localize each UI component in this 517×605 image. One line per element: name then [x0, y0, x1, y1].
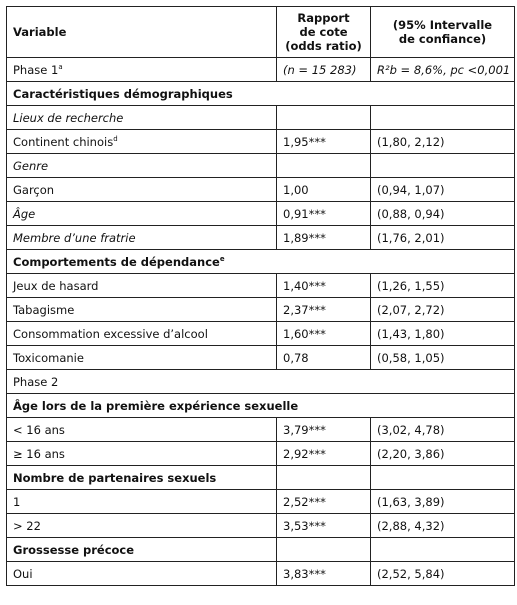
age-odds-ratio: 0,91*** [277, 202, 371, 226]
ge16-odds-ratio: 2,92*** [277, 442, 371, 466]
alcool-label: Consommation excessive d’alcool [7, 322, 277, 346]
table-row-grossesse [7, 538, 515, 562]
header-confidence-interval [371, 7, 515, 58]
empty-cell [371, 538, 515, 562]
fratrie-label: Membre d’une fratrie [7, 226, 277, 250]
table-row-partenaires [7, 466, 515, 490]
tabac-ci: (2,07, 2,72) [371, 298, 515, 322]
p22-label: > 22 [7, 514, 277, 538]
section-phase2: Phase 2 [7, 370, 515, 394]
table-row-age [7, 202, 515, 226]
table-row-jeux [7, 274, 515, 298]
garcon-label: Garçon [7, 178, 277, 202]
oui-odds-ratio: 3,83*** [277, 562, 371, 586]
p22-ci: (2,88, 4,32) [371, 514, 515, 538]
table-row-fratrie [7, 226, 515, 250]
continent-ci: (1,80, 2,12) [371, 130, 515, 154]
toxico-ci: (0,58, 1,05) [371, 346, 515, 370]
comportements-label: Comportements de dépendance [13, 254, 220, 269]
alcool-odds-ratio: 1,60*** [277, 322, 371, 346]
table-row-oui [7, 562, 515, 586]
garcon-odds-ratio: 1,00 [277, 178, 371, 202]
toxico-label: Toxicomanie [7, 346, 277, 370]
table-row-age-first [7, 394, 515, 418]
table-row-alcool [7, 322, 515, 346]
empty-cell [371, 466, 515, 490]
age-label: Âge [7, 202, 277, 226]
phase1-footnote: a [58, 62, 63, 71]
p1-odds-ratio: 2,52*** [277, 490, 371, 514]
header-odds-ratio-line2: de cote [299, 25, 348, 39]
toxico-odds-ratio: 0,78 [277, 346, 371, 370]
garcon-ci: (0,94, 1,07) [371, 178, 515, 202]
table-row-toxico [7, 346, 515, 370]
section-age-first: Âge lors de la première expérience sexuelle [7, 394, 515, 418]
table-row-tabac [7, 298, 515, 322]
table-row-ge16 [7, 442, 515, 466]
section-partenaires: Nombre de partenaires sexuels [7, 466, 277, 490]
ge16-label: ≥ 16 ans [7, 442, 277, 466]
alcool-ci: (1,43, 1,80) [371, 322, 515, 346]
tabac-odds-ratio: 2,37*** [277, 298, 371, 322]
empty-cell [371, 154, 515, 178]
table-row-phase2 [7, 370, 515, 394]
phase1-sample-size: (n = 15 283) [277, 58, 371, 82]
subgroup-lieux: Lieux de recherche [7, 106, 277, 130]
jeux-ci: (1,26, 1,55) [371, 274, 515, 298]
p22-odds-ratio: 3,53*** [277, 514, 371, 538]
jeux-label: Jeux de hasard [7, 274, 277, 298]
empty-cell [371, 106, 515, 130]
row-label [7, 58, 277, 82]
continent-label: Continent chinois [13, 134, 114, 149]
table-row-p22 [7, 514, 515, 538]
table-row-phase1 [7, 58, 515, 82]
table-row-comportements [7, 250, 515, 274]
continent-odds-ratio: 1,95*** [277, 130, 371, 154]
ge16-ci: (2,20, 3,86) [371, 442, 515, 466]
table-header-row [7, 7, 515, 58]
header-odds-ratio-line1: Rapport [297, 11, 350, 25]
table-row-continent [7, 130, 515, 154]
fratrie-ci: (1,76, 2,01) [371, 226, 515, 250]
header-variable: Variable [7, 7, 277, 58]
empty-cell [277, 154, 371, 178]
p1-label: 1 [7, 490, 277, 514]
table-row-demographics [7, 82, 515, 106]
empty-cell [277, 466, 371, 490]
section-grossesse: Grossesse précoce [7, 538, 277, 562]
empty-cell [277, 538, 371, 562]
lt16-ci: (3,02, 4,78) [371, 418, 515, 442]
p1-ci: (1,63, 3,89) [371, 490, 515, 514]
phase1-label: Phase 1 [13, 62, 59, 77]
header-ci-line1: (95% Intervalle [392, 18, 493, 32]
odds-ratio-table [6, 6, 515, 586]
header-ci-line2: de confiance) [398, 32, 487, 46]
row-label [7, 130, 277, 154]
oui-label: Oui [7, 562, 277, 586]
age-ci: (0,88, 0,94) [371, 202, 515, 226]
subgroup-genre: Genre [7, 154, 277, 178]
continent-footnote: d [113, 134, 118, 143]
section-demographics: Caractéristiques démographiques [7, 82, 515, 106]
empty-cell [277, 106, 371, 130]
jeux-odds-ratio: 1,40*** [277, 274, 371, 298]
table-row-lt16 [7, 418, 515, 442]
header-odds-ratio-line3: (odds ratio) [285, 39, 362, 53]
section-comportements [7, 250, 515, 274]
table-row-p1 [7, 490, 515, 514]
lt16-label: < 16 ans [7, 418, 277, 442]
table-row-garcon [7, 178, 515, 202]
table-row-genre [7, 154, 515, 178]
comportements-footnote: e [219, 254, 225, 263]
table-row-lieux [7, 106, 515, 130]
oui-ci: (2,52, 5,84) [371, 562, 515, 586]
lt16-odds-ratio: 3,79*** [277, 418, 371, 442]
phase1-r2: R²b = 8,6%, pc <0,001 [371, 58, 515, 82]
fratrie-odds-ratio: 1,89*** [277, 226, 371, 250]
header-odds-ratio [277, 7, 371, 58]
tabac-label: Tabagisme [7, 298, 277, 322]
